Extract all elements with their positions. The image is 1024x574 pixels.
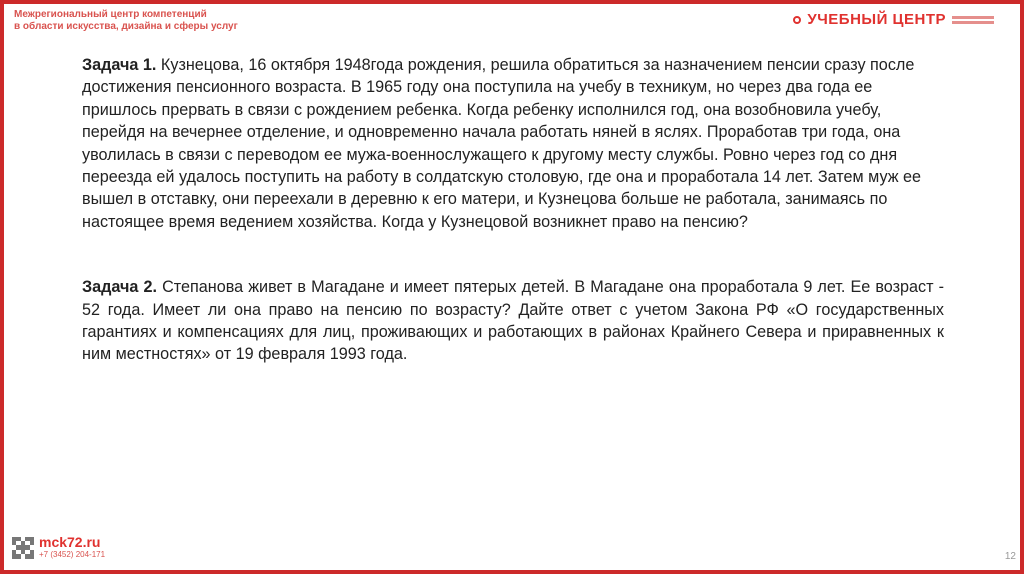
page-number: 12 — [1004, 551, 1016, 562]
task-1-text: Кузнецова, 16 октября 1948года рождения, решила обратиться за назначением пенсии сразу после достижения пенсионного возраста. В 1965 году она поступила на учебу в техникум, но через два года ее пришлось прервать в связи с рождением ребенка. Когда ребенку исполнился год, она возобновила учебу, перейдя на вечернее отделение, и одновременно начала работать няней в яслях. Проработав три года, она уволилась в связи с переводом ее мужа-военнослужащего к другому месту службы. Ровно через год со дня переезда ей удалось поступить на работу в солдатскую столовую, где она и проработала 14 лет. Затем муж ее вышел в отставку, они переехали в деревню к его матери, и Кузнецова больше не работала, занимаясь по настоящее время ведением хозяйства. Когда у Кузнецовой возникнет право на пенсию? — [82, 56, 922, 231]
brand-name: УЧЕБНЫЙ ЦЕНТР — [807, 11, 946, 28]
task-1 — [82, 54, 944, 233]
footer-phone: +7 (3452) 204-171 — [39, 550, 106, 559]
slide-content — [82, 54, 944, 366]
org-line-1: Межрегиональный центр компетенций — [14, 9, 207, 20]
qr-code-icon — [12, 537, 34, 559]
org-line-2: в области искусства, дизайна и сферы услуг — [14, 21, 238, 32]
footer — [12, 535, 105, 560]
brand-logo — [793, 11, 994, 28]
org-name — [14, 9, 238, 33]
brand-circle-icon — [793, 16, 801, 24]
footer-site: mck72.ru — [39, 534, 101, 550]
task-2-label: Задача 2. — [82, 278, 157, 297]
brand-tagline-icon — [952, 16, 994, 24]
task-1-label: Задача 1. — [82, 56, 157, 74]
task-2 — [82, 276, 944, 366]
task-2-text: Степанова живет в Магадане и имеет пятерых детей. В Магадане она проработала 9 лет. Ее возраст - 52 года. Имеет ли она право на пенсию по возрасту? Дайте ответ с учетом Закона РФ «О государственных гарантиях и компенсациях для лиц, проживающих и работающих в районах Крайнего Севера и приравненных к ним местностях» от 19 февраля 1993 года. — [82, 278, 944, 364]
